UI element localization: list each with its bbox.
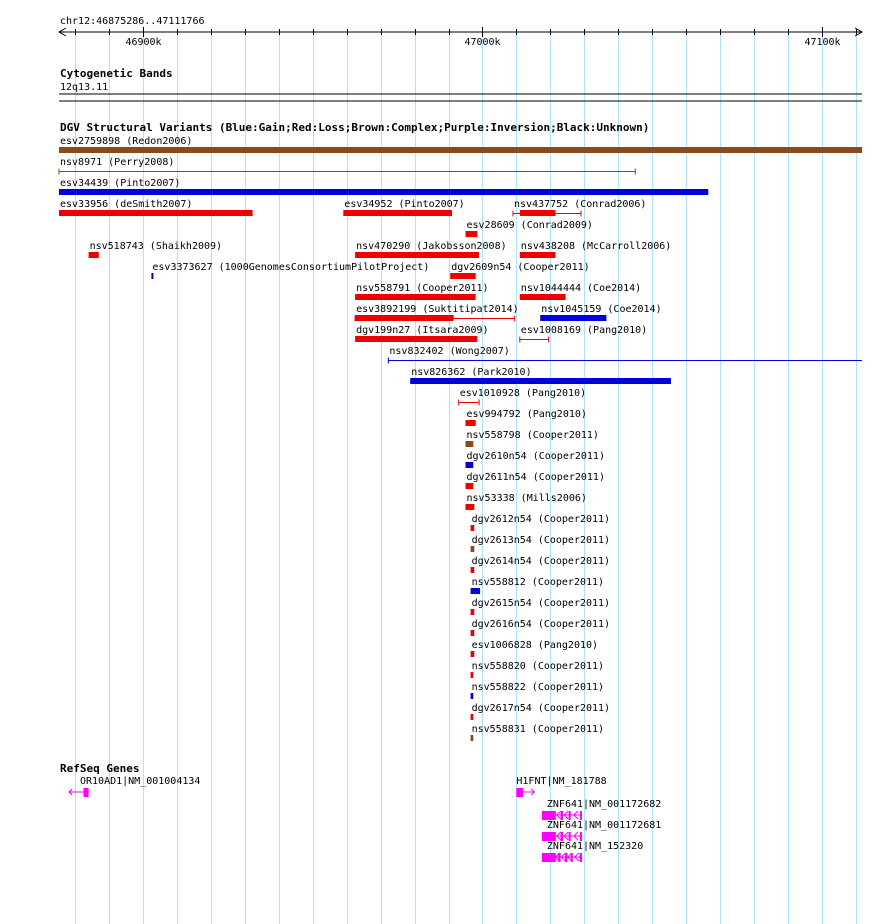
variant-bar bbox=[89, 252, 99, 258]
variant-bar bbox=[466, 231, 478, 237]
variant-bar bbox=[471, 546, 475, 552]
variant-bar bbox=[471, 714, 474, 720]
variant-feature bbox=[471, 556, 610, 573]
variant-feature bbox=[151, 262, 429, 279]
variant-feature bbox=[89, 241, 222, 258]
variant-label: dgv2609n54 (Cooper2011) bbox=[451, 262, 590, 273]
gene-feature bbox=[542, 820, 661, 841]
refseq-track-title: RefSeq Genes bbox=[60, 762, 140, 775]
variant-label: dgv2611n54 (Cooper2011) bbox=[466, 472, 605, 483]
variant-feature bbox=[343, 199, 464, 216]
variant-label: nsv8971 (Perry2008) bbox=[60, 157, 175, 168]
gene-label: ZNF641|NM_001172681 bbox=[546, 820, 662, 831]
variant-label: nsv53338 (Mills2006) bbox=[466, 493, 587, 504]
variant-label: nsv558812 (Cooper2011) bbox=[471, 577, 605, 588]
variant-label: esv34439 (Pinto2007) bbox=[60, 178, 181, 189]
variant-bar bbox=[59, 147, 862, 153]
variant-bar bbox=[471, 630, 475, 636]
variant-bar bbox=[471, 525, 475, 531]
variant-feature bbox=[471, 514, 610, 531]
variant-feature bbox=[355, 283, 488, 300]
cytoband-track bbox=[59, 67, 862, 101]
variant-feature bbox=[450, 262, 589, 279]
gene-exon bbox=[542, 811, 556, 820]
gene-exon bbox=[542, 832, 556, 841]
variant-bar bbox=[466, 483, 474, 489]
variant-label: dgv199n27 (Itsara2009) bbox=[356, 325, 489, 336]
variant-feature bbox=[59, 199, 253, 216]
variant-feature bbox=[520, 325, 647, 343]
variant-label: nsv558831 (Cooper2011) bbox=[471, 724, 605, 735]
cytoband-track-title: Cytogenetic Bands bbox=[60, 67, 173, 80]
variant-bar bbox=[59, 210, 253, 216]
gene-label: ZNF641|NM_152320 bbox=[546, 841, 644, 852]
gene-label: H1FNT|NM_181788 bbox=[516, 776, 607, 787]
variant-bar bbox=[450, 273, 476, 279]
variant-bar bbox=[151, 273, 153, 279]
variant-label: esv1006828 (Pang2010) bbox=[471, 640, 599, 651]
variant-label: nsv826362 (Park2010) bbox=[411, 367, 532, 378]
variant-label: dgv2617n54 (Cooper2011) bbox=[471, 703, 611, 714]
variant-bar bbox=[355, 315, 454, 321]
variant-label: dgv2613n54 (Cooper2011) bbox=[471, 535, 611, 546]
variant-feature bbox=[471, 619, 610, 636]
variant-label: esv994792 (Pang2010) bbox=[466, 409, 587, 420]
variant-feature bbox=[471, 640, 598, 657]
variant-bar bbox=[471, 693, 474, 699]
refseq-track bbox=[60, 762, 661, 862]
variant-bar bbox=[466, 441, 474, 447]
variant-label: nsv558822 (Cooper2011) bbox=[471, 682, 605, 693]
variant-bar bbox=[471, 651, 475, 657]
gene-exon bbox=[569, 832, 571, 841]
variant-bar bbox=[466, 420, 476, 426]
variant-label: dgv2615n54 (Cooper2011) bbox=[471, 598, 611, 609]
cytoband-label: 12q13.11 bbox=[60, 82, 109, 93]
variant-label: esv3373627 (1000GenomesConsortiumPilotProject) bbox=[152, 262, 430, 273]
gene-exon bbox=[580, 811, 582, 820]
variant-feature bbox=[59, 136, 862, 153]
variant-bar bbox=[471, 609, 475, 615]
ruler-tick-label: 47000k bbox=[464, 37, 501, 48]
gene-exon bbox=[580, 832, 582, 841]
ruler-tick-label: 47100k bbox=[804, 37, 841, 48]
gene-label: ZNF641|NM_001172682 bbox=[546, 799, 662, 810]
variant-label: dgv2612n54 (Cooper2011) bbox=[471, 514, 611, 525]
ruler-tick-label: 46900k bbox=[125, 37, 162, 48]
variant-feature bbox=[355, 304, 519, 322]
variant-bar bbox=[471, 567, 475, 573]
variant-label: esv34952 (Pinto2007) bbox=[344, 199, 465, 210]
variant-feature bbox=[471, 598, 610, 615]
variant-feature bbox=[466, 430, 599, 447]
variant-feature bbox=[466, 220, 593, 237]
variant-feature bbox=[520, 241, 672, 258]
variant-bar bbox=[355, 336, 477, 342]
variant-feature bbox=[355, 241, 507, 258]
gene-exon bbox=[542, 853, 556, 862]
variant-label: nsv437752 (Conrad2006) bbox=[514, 199, 647, 210]
variant-label: esv2759898 (Redon2006) bbox=[60, 136, 193, 147]
variant-feature bbox=[388, 346, 862, 364]
variant-feature bbox=[471, 703, 610, 720]
variant-feature bbox=[59, 178, 708, 195]
variant-feature bbox=[471, 535, 610, 552]
variant-bar bbox=[471, 735, 474, 741]
variant-label: esv28609 (Conrad2009) bbox=[466, 220, 593, 231]
variant-feature bbox=[459, 388, 586, 406]
variant-bar bbox=[520, 210, 556, 216]
variant-label: nsv832402 (Wong2007) bbox=[389, 346, 510, 357]
variant-bar bbox=[343, 210, 452, 216]
variant-label: dgv2614n54 (Cooper2011) bbox=[471, 556, 611, 567]
ruler-track bbox=[59, 16, 862, 48]
variant-bar bbox=[471, 588, 481, 594]
variant-bar bbox=[355, 294, 476, 300]
variant-feature bbox=[540, 304, 661, 321]
variant-feature bbox=[513, 199, 646, 217]
variant-bar bbox=[59, 189, 708, 195]
gene-feature bbox=[542, 841, 643, 862]
gene-feature bbox=[69, 776, 200, 797]
variant-bar bbox=[471, 672, 474, 678]
gene-exon bbox=[569, 811, 571, 820]
variant-label: esv33956 (deSmith2007) bbox=[60, 199, 193, 210]
variant-label: nsv1045159 (Coe2014) bbox=[541, 304, 662, 315]
variant-bar bbox=[466, 504, 475, 510]
variant-bar bbox=[410, 378, 671, 384]
variant-bar bbox=[520, 252, 556, 258]
gene-exon bbox=[516, 788, 523, 797]
variant-label: nsv1044444 (Coe2014) bbox=[520, 283, 642, 294]
location-label: chr12:46875286..47111766 bbox=[60, 16, 205, 27]
variant-label: nsv438208 (McCarroll2006) bbox=[520, 241, 672, 252]
variant-label: esv1008169 (Pang2010) bbox=[520, 325, 648, 336]
variant-bar bbox=[355, 252, 479, 258]
variant-label: nsv518743 (Shaikh2009) bbox=[89, 241, 223, 252]
gene-feature bbox=[542, 799, 661, 820]
variant-label: dgv2610n54 (Cooper2011) bbox=[466, 451, 605, 462]
variant-label: nsv558820 (Cooper2011) bbox=[471, 661, 605, 672]
variant-feature bbox=[410, 367, 671, 384]
gene-feature bbox=[516, 776, 606, 797]
dgv-track-title: DGV Structural Variants (Blue:Gain;Red:Loss;Brown:Complex;Purple:Inversion;Black:Unknown) bbox=[60, 121, 650, 134]
gene-label: OR10AD1|NM_001004134 bbox=[80, 776, 201, 787]
variant-label: dgv2616n54 (Cooper2011) bbox=[471, 619, 611, 630]
variant-bar bbox=[540, 315, 606, 321]
variant-feature bbox=[355, 325, 488, 342]
variant-label: esv3892199 (Suktitipat2014) bbox=[356, 304, 519, 315]
dgv-track bbox=[59, 121, 862, 741]
variant-feature bbox=[466, 409, 587, 426]
variant-bar bbox=[466, 462, 474, 468]
variant-label: esv1010928 (Pang2010) bbox=[459, 388, 587, 399]
variant-label: nsv558791 (Cooper2011) bbox=[356, 283, 489, 294]
variant-feature bbox=[520, 283, 641, 300]
gene-exon bbox=[84, 788, 89, 797]
gene-exon bbox=[580, 853, 582, 862]
variant-label: nsv470290 (Jakobsson2008) bbox=[356, 241, 507, 252]
variant-bar bbox=[520, 294, 566, 300]
variant-feature bbox=[466, 493, 587, 510]
variant-label: nsv558798 (Cooper2011) bbox=[466, 430, 599, 441]
